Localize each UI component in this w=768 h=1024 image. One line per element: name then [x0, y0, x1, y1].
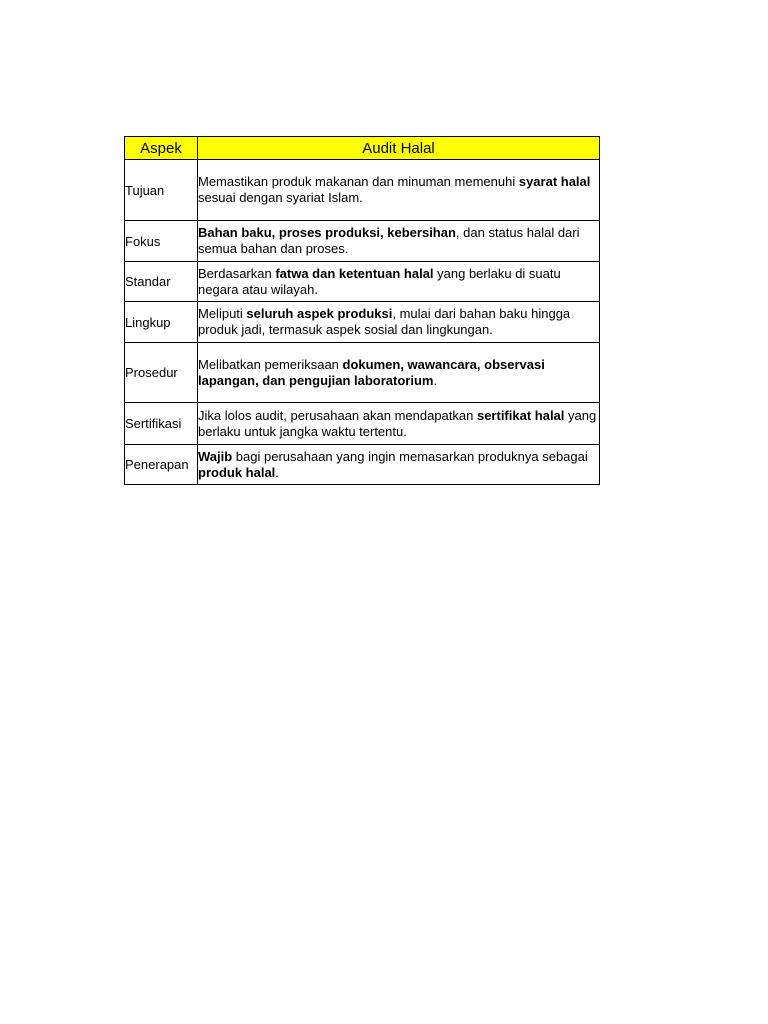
aspek-cell[interactable]: Penerapan	[125, 445, 198, 485]
table-row	[125, 262, 600, 302]
table-row	[125, 403, 600, 445]
header-audit-halal[interactable]: Audit Halal	[198, 137, 600, 160]
text-segment: Berdasarkan	[198, 265, 276, 281]
bold-text-segment: sertifikat halal	[476, 407, 565, 423]
table-row	[125, 221, 600, 262]
bold-text-segment: produk halal	[198, 464, 276, 480]
table-body	[125, 160, 600, 485]
text-segment: Melibatkan pemeriksaan	[198, 356, 343, 372]
text-segment: Memastikan produk makanan dan minuman memenuhi	[198, 174, 519, 189]
description-cell[interactable]	[198, 262, 600, 302]
table-header-row	[125, 137, 600, 160]
header-aspek[interactable]: Aspek	[125, 137, 198, 160]
text-segment: .	[433, 372, 438, 388]
bold-text-segment: seluruh aspek produksi	[246, 306, 393, 321]
spreadsheet-area	[124, 136, 599, 485]
text-segment: , dan status halal dari semua bahan dan proses.	[198, 225, 580, 256]
description-cell[interactable]	[198, 302, 600, 343]
text-segment: yang berlaku di suatu negara atau wilayah.	[198, 265, 561, 297]
description-cell[interactable]	[198, 160, 600, 221]
audit-halal-table	[124, 136, 600, 485]
aspek-cell[interactable]: Fokus	[125, 221, 198, 262]
bold-text-segment: syarat halal	[518, 174, 591, 189]
table-row	[125, 160, 600, 221]
bold-text-segment: dokumen, wawancara, observasi lapangan, dan pengujian laboratorium	[198, 356, 545, 388]
aspek-cell[interactable]: Tujuan	[125, 160, 198, 221]
description-cell[interactable]	[198, 221, 600, 262]
aspek-cell[interactable]: Lingkup	[125, 302, 198, 343]
table-row	[125, 302, 600, 343]
text-segment: Meliputi	[198, 306, 247, 321]
text-segment: yang berlaku untuk jangka waktu tertentu.	[198, 407, 597, 439]
aspek-cell[interactable]: Prosedur	[125, 343, 198, 403]
bold-text-segment: Wajib	[198, 448, 233, 464]
text-segment: sesuai dengan syariat Islam.	[198, 190, 363, 205]
text-segment: bagi perusahaan yang ingin memasarkan produknya sebagai	[232, 448, 588, 464]
aspek-cell[interactable]: Sertifikasi	[125, 403, 198, 445]
bold-text-segment: Bahan baku, proses produksi, kebersihan	[198, 225, 456, 240]
bold-text-segment: fatwa dan ketentuan halal	[275, 265, 434, 281]
text-segment: , mulai dari bahan baku hingga produk jadi, termasuk aspek sosial dan lingkungan.	[198, 306, 571, 337]
description-cell[interactable]	[198, 445, 600, 485]
description-cell[interactable]	[198, 403, 600, 445]
table-row	[125, 445, 600, 485]
table-row	[125, 343, 600, 403]
text-segment: .	[275, 464, 279, 480]
aspek-cell[interactable]: Standar	[125, 262, 198, 302]
text-segment: Jika lolos audit, perusahaan akan mendapatkan	[198, 407, 477, 423]
description-cell[interactable]	[198, 343, 600, 403]
